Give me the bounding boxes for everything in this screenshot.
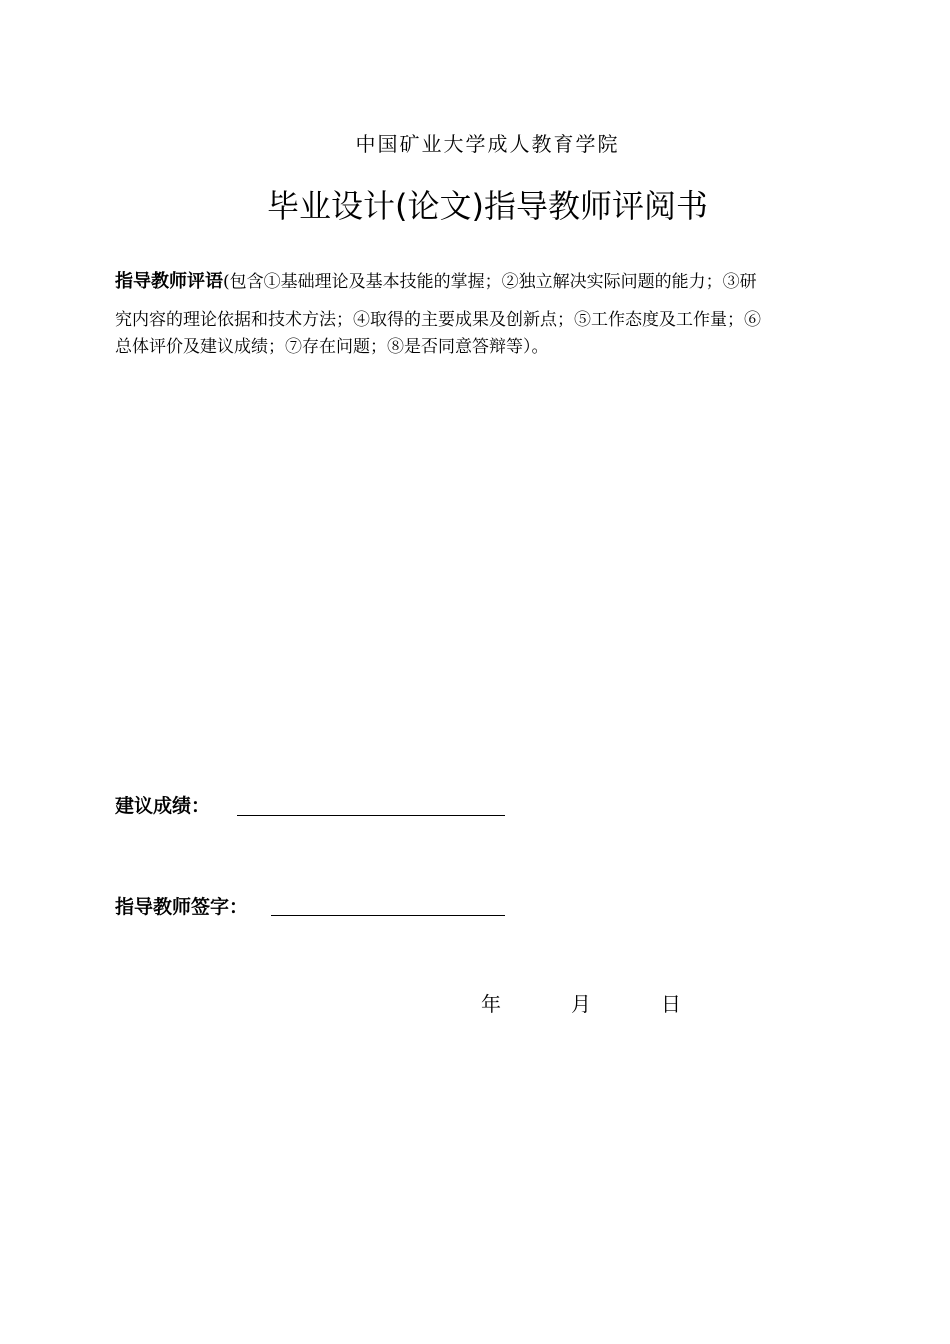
suggested-grade-label: 建议成绩： bbox=[115, 795, 211, 817]
comment-line-1 bbox=[115, 268, 860, 296]
comment-instructions-part-2: 究内容的理论依据和技术方法；④取得的主要成果及创新点；⑤工作态度及工作量；⑥ bbox=[115, 310, 761, 330]
advisor-signature-underline[interactable] bbox=[271, 915, 505, 916]
date-month-label: 月 bbox=[571, 992, 591, 1016]
document-title: 毕业设计(论文)指导教师评阅书 bbox=[267, 187, 708, 225]
date-year-label: 年 bbox=[481, 992, 501, 1016]
comment-instructions-part-3: 总体评价及建议成绩；⑦存在问题；⑧是否同意答辩等）。 bbox=[115, 337, 549, 357]
advisor-comment-label: 指导教师评语 bbox=[115, 271, 223, 292]
date-day-label: 日 bbox=[661, 992, 681, 1016]
suggested-grade-row bbox=[115, 792, 210, 820]
comment-instructions-part-1: (包含①基础理论及基本技能的掌握；②独立解决实际问题的能力；③研 bbox=[223, 272, 757, 292]
suggested-grade-underline[interactable] bbox=[237, 815, 505, 816]
advisor-signature-label: 指导教师签字： bbox=[115, 896, 249, 918]
institution-name: 中国矿业大学成人教育学院 bbox=[355, 132, 620, 156]
advisor-comment-instructions bbox=[115, 268, 860, 361]
advisor-signature-row bbox=[115, 893, 248, 921]
